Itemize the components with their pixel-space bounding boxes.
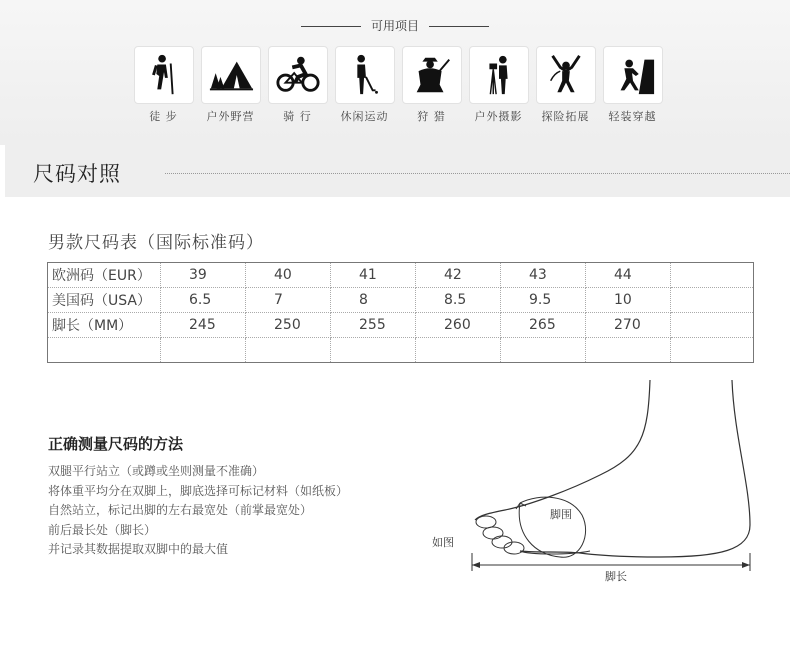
row-label: [48, 338, 161, 363]
activity-rock-scramble: [599, 46, 666, 124]
table-cell: [331, 338, 416, 363]
rock-scramble-icon: [610, 52, 656, 98]
girth-label: 脚围: [550, 508, 572, 521]
table-cell: 265: [501, 313, 586, 338]
table-cell: 270: [586, 313, 671, 338]
table-cell: 42: [416, 263, 501, 288]
table-row: [48, 288, 754, 313]
measure-step: 双腿平行站立（或蹲或坐则测量不准确）: [48, 464, 265, 478]
activity-cycling: [264, 46, 331, 124]
section-divider: [165, 173, 790, 174]
measure-step: 前后最长处（脚长）: [48, 522, 157, 537]
activities-banner: [0, 0, 790, 145]
row-label: 欧洲码（EUR）: [48, 263, 161, 288]
size-table-title: 男款尺码表（国际标准码）: [48, 233, 264, 253]
table-cell: 255: [331, 313, 416, 338]
measure-step: 自然站立，标记出脚的左右最宽处（前掌最宽处）: [48, 503, 313, 517]
table-cell: [586, 338, 671, 363]
section-header: [5, 145, 790, 197]
table-cell: 9.5: [501, 288, 586, 313]
camping-tent-icon: [208, 52, 254, 98]
table-row: [48, 263, 754, 288]
row-label: 美国码（USA）: [48, 288, 161, 313]
activity-camping: [197, 46, 264, 124]
size-table: [47, 262, 754, 363]
table-cell: 8: [331, 288, 416, 313]
activity-golf: [331, 46, 398, 124]
row-label: 脚长（MM）: [48, 313, 161, 338]
activity-label: 休闲运动: [340, 110, 389, 123]
table-cell: 41: [331, 263, 416, 288]
table-cell: 260: [416, 313, 501, 338]
activity-label: 户外摄影: [474, 110, 523, 123]
table-cell: [161, 338, 246, 363]
table-cell: 44: [586, 263, 671, 288]
activity-label: 探险拓展: [541, 110, 590, 123]
activity-climbing: [532, 46, 599, 124]
photography-icon: [476, 52, 522, 98]
table-cell: 250: [246, 313, 331, 338]
length-label: 脚长: [605, 570, 627, 583]
table-cell: [671, 338, 754, 363]
table-cell: [501, 338, 586, 363]
measure-step: 并记录其数据提取双脚中的最大值: [48, 542, 229, 556]
table-cell: 245: [161, 313, 246, 338]
table-cell: [671, 263, 754, 288]
activity-label: 轻装穿越: [608, 110, 657, 123]
activity-label: 狩 猎: [417, 110, 446, 123]
table-cell: 10: [586, 288, 671, 313]
measure-step: 将体重平均分在双脚上，脚底选择可标记材料（如纸板）: [48, 483, 349, 498]
activity-label: 骑 行: [283, 110, 312, 123]
table-cell: 6.5: [161, 288, 246, 313]
activity-hunting: [398, 46, 465, 124]
table-cell: 40: [246, 263, 331, 288]
table-cell: 7: [246, 288, 331, 313]
table-cell: [416, 338, 501, 363]
table-cell: [246, 338, 331, 363]
table-cell: [671, 313, 754, 338]
activity-label: 徒 步: [149, 110, 178, 123]
table-row: [48, 338, 754, 363]
hunting-icon: [409, 52, 455, 98]
activity-hiking: [130, 46, 197, 124]
climbing-icon: [543, 52, 589, 98]
table-cell: 39: [161, 263, 246, 288]
foot-outline-icon: [420, 375, 770, 605]
table-row: [48, 313, 754, 338]
activity-label: 户外野营: [206, 110, 255, 123]
table-cell: [671, 288, 754, 313]
cycling-icon: [275, 52, 321, 98]
table-cell: 43: [501, 263, 586, 288]
diagram-caption: 如图: [432, 536, 454, 549]
activities-title: 可用项目: [0, 17, 790, 34]
foot-diagram: [420, 375, 770, 605]
table-cell: 8.5: [416, 288, 501, 313]
measure-steps: [48, 462, 348, 560]
hiking-icon: [141, 52, 187, 98]
measure-title: 正确测量尺码的方法: [48, 435, 184, 453]
section-title: 尺码对照: [33, 162, 121, 186]
activity-photography: [465, 46, 532, 124]
activity-icons: [130, 46, 666, 124]
golf-icon: [342, 52, 388, 98]
